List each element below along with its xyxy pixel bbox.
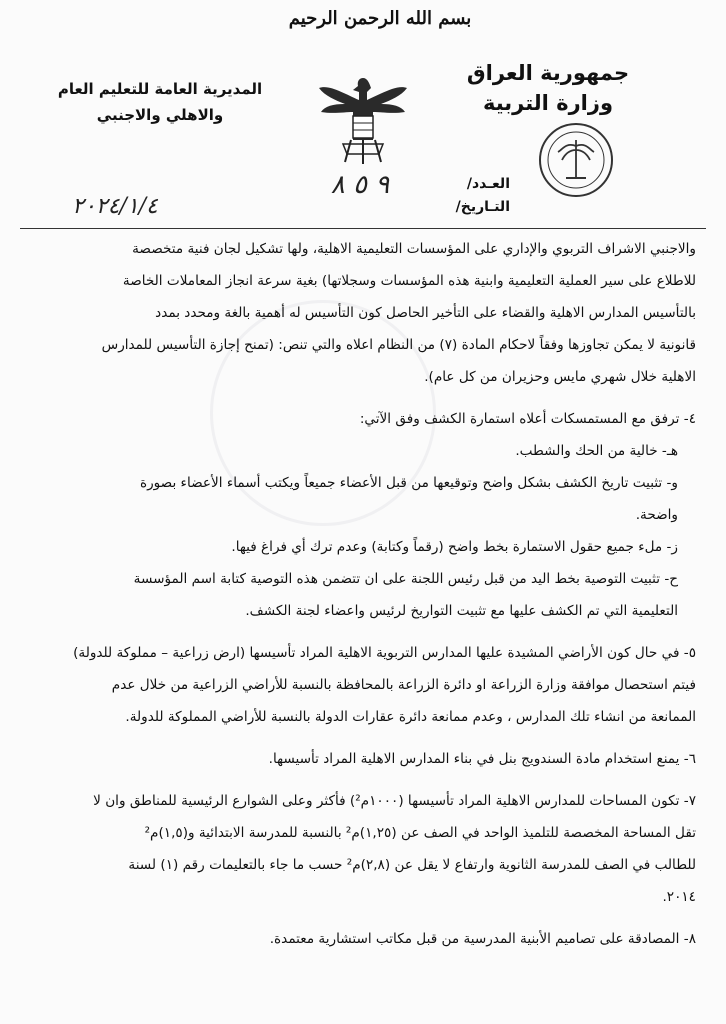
- number-label: العـدد/: [466, 176, 510, 192]
- text-line: تقل المساحة المخصصة للتلميذ الواحد في الصف عن (١,٢٥)م² بالنسبة للمدرسة الابتدائية و(١,٥)م²: [144, 825, 696, 841]
- item-4-heading: ٤- ترفق مع المستمسكات أعلاه استمارة الكشف وفق الآتي:: [359, 411, 696, 427]
- directorate-heading: [50, 76, 270, 128]
- text-line: بالتأسيس المدارس الاهلية والقضاء على التأخير الحاصل كون التأسيس له أهمية بالغة ومحدد بمدد: [155, 305, 696, 321]
- text-line: ٢٠١٤.: [662, 889, 696, 905]
- text-line: للطالب في الصف للمدرسة الثانوية وارتفاع لا يقل عن (٢,٨)م² حسب ما جاء بالتعليمات رقم (١) لسنة: [128, 857, 696, 873]
- directorate-line-1: المديرية العامة للتعليم العام: [57, 80, 263, 98]
- ministry-name: وزارة التربية: [482, 91, 614, 115]
- text-line: ٦- يمنع استخدام مادة السندويج بنل في بناء المدارس الاهلية المراد تأسيسها.: [268, 751, 696, 767]
- item-8: [18, 923, 696, 955]
- text-line: للاطلاع على سير العملية التعليمية وابنية هذه المؤسسات وسجلاتها) بغية سرعة انجاز المعاملات الخاصة: [122, 273, 696, 289]
- subitem-h2-line-2: التعليمية التي تم الكشف عليها مع تثبيت التواريخ لرئيس واعضاء لجنة الكشف.: [245, 603, 678, 619]
- date-label: التـاريخ/: [455, 199, 510, 215]
- date-value: ٢٠٢٤/١/٤: [72, 194, 158, 219]
- iraq-eagle-emblem-icon: [315, 70, 411, 170]
- item-6: [18, 743, 696, 775]
- intro-paragraph: [18, 233, 696, 393]
- item-4: [18, 403, 696, 627]
- document-body: [18, 233, 696, 955]
- subitem-w-line-2: واضحة.: [635, 507, 678, 523]
- header-divider: [20, 228, 706, 229]
- basmala: بسم الله الرحمن الرحيم: [288, 8, 472, 29]
- subitem-w-line-1: و- تثبيت تاريخ الكشف بشكل واضح وتوقيعها من قبل الأعضاء جميعاً ويكتب أسماء الأعضاء بصورة: [139, 475, 678, 491]
- number-value: ٩ ٥ ٨: [330, 170, 390, 200]
- text-line: فيتم استحصال موافقة وزارة الزراعة او دائرة الزراعة بالمحافظة بالنسبة للأراضي الزراعية من خلال عدم: [111, 677, 696, 693]
- text-line: ٧- تكون المساحات للمدارس الاهلية المراد تأسيسها (١٠٠٠م²) فأكثر وعلى الشوارع الرئيسية للمناطق وان لا: [93, 793, 696, 809]
- directorate-line-2: والاهلي والاجنبي: [96, 106, 224, 124]
- subitem-z: ز- ملء جميع حقول الاستمارة بخط واضح (رقماً وكتابة) وعدم ترك أي فراغ فيها.: [231, 539, 678, 555]
- ministry-seal-icon: [536, 120, 616, 200]
- item-5: [18, 637, 696, 733]
- text-line: والاجنبي الاشراف التربوي والإداري على المؤسسات التعليمية الاهلية، ولها تشكيل لجان فنية متخصصة: [132, 241, 696, 257]
- text-line: الاهلية خلال شهري مايس وحزيران من كل عام).: [424, 369, 696, 385]
- subitem-h2-line-1: ح- تثبيت التوصية بخط اليد من قبل رئيس اللجنة على ان تتضمن هذه التوصية كتابة اسم المؤسسة: [133, 571, 678, 587]
- text-line: الممانعة من انشاء تلك المدارس ، وعدم ممانعة دائرة عقارات الدولة بالنسبة للأراضي المملوكة للدولة.: [125, 709, 696, 725]
- subitem-h: هـ- خالية من الحك والشطب.: [515, 443, 678, 459]
- republic-heading: [458, 58, 638, 118]
- text-line: ٨- المصادقة على تصاميم الأبنية المدرسية من قبل مكاتب استشارية معتمدة.: [269, 931, 696, 947]
- text-line: قانونية لا يمكن تجاوزها وفقاً لاحكام المادة (٧) من النظام اعلاه والتي تنص: (تمنح إجازة التأسيس للمدارس: [101, 337, 696, 353]
- item-7: [18, 785, 696, 913]
- item-4-subitems: [18, 435, 696, 627]
- text-line: ٥- في حال كون الأراضي المشيدة عليها المدارس التربوية الاهلية المراد تأسيسها (ارض زراعية – مملوكة للدولة): [73, 645, 696, 661]
- republic-name: جمهورية العراق: [466, 61, 630, 85]
